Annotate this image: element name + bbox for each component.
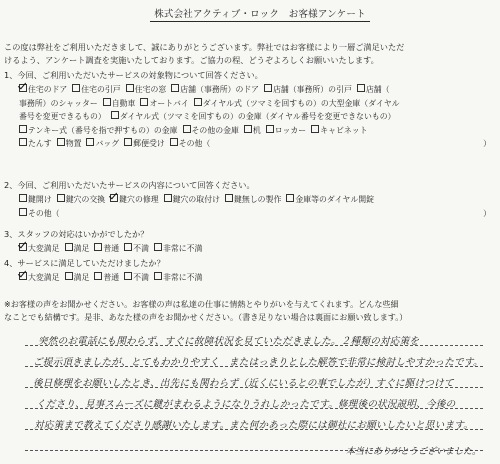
checkbox[interactable]: [225, 194, 233, 202]
checkbox[interactable]: [94, 243, 102, 251]
option-line: [19, 124, 489, 138]
option-line: [19, 83, 489, 97]
checkbox[interactable]: [124, 243, 132, 251]
option-label: 満足: [73, 273, 90, 282]
checkbox[interactable]: [266, 125, 274, 133]
option-label: ロッカー: [274, 125, 307, 135]
checkbox[interactable]: [164, 194, 172, 202]
checkbox[interactable]: [19, 125, 27, 133]
checkbox[interactable]: [171, 84, 179, 92]
handwritten-line: 後日修理をお願いしたとき、出先にも関わらず（近くにいるとの事でしたが）すぐに駆けつけて: [33, 378, 454, 389]
option-label: 住宅の引戸: [81, 85, 121, 94]
checkbox[interactable]: [57, 194, 65, 202]
checkbox-checked[interactable]: [19, 84, 27, 92]
question-4-options: [19, 271, 489, 285]
option-label: 自動車: [111, 98, 136, 108]
intro-text: [4, 41, 494, 67]
checkbox[interactable]: [57, 138, 65, 146]
customer-voice-prompt: [4, 298, 496, 323]
checkbox-checked[interactable]: [19, 272, 27, 280]
checkbox[interactable]: [357, 84, 365, 92]
checkbox-checked[interactable]: [110, 194, 118, 202]
question-4-label: 4、サービスに満足していただけましたか？: [4, 258, 165, 268]
checkbox[interactable]: [170, 138, 178, 146]
checkbox[interactable]: [19, 194, 27, 202]
option-label: ダイヤル式（ツマミを回すもの）の大型金庫（ダイヤル: [202, 98, 400, 108]
option-label: 大変満足: [28, 273, 60, 282]
checkbox[interactable]: [111, 111, 119, 119]
option-label: テンキー式（番号を指で押すもの）の金庫: [28, 125, 178, 135]
option-label: 普通: [103, 244, 120, 253]
checkbox-checked[interactable]: [19, 243, 27, 251]
checkbox[interactable]: [194, 98, 202, 106]
option-label: ダイヤル式（ツマミを回すもの）の金庫（ダイヤル番号を変更できないもの）: [119, 112, 396, 121]
question-2-label: 2、今回、ご利用いただいたサービスの内容について回答ください。: [4, 180, 255, 190]
checkbox[interactable]: [103, 98, 111, 106]
checkbox[interactable]: [126, 84, 134, 92]
option-label: 普通: [103, 273, 120, 282]
survey-title: 株式会社アクティブ・ロック お客様アンケート: [150, 6, 370, 22]
option-line: [19, 110, 489, 124]
question-2-options: [19, 193, 489, 220]
checkbox[interactable]: [65, 272, 73, 280]
option-label: 非常に不満: [162, 244, 203, 253]
checkbox[interactable]: [140, 98, 148, 106]
option-label: その他（: [28, 208, 60, 218]
handwritten-line: くださり、見事スムーズに鍵がまわるようになりうれしかったです。修理後の状況説明、今後の: [36, 399, 456, 410]
option-label: オートバイ: [149, 98, 189, 108]
option-line: [19, 193, 489, 207]
option-label: 鍵穴の取付け: [172, 195, 220, 204]
option-line: [19, 207, 489, 221]
question-1-label: 1、今回、ご利用いただいたサービスの対象物について回答ください。: [4, 70, 263, 80]
intro-line: けるよう、アンケート調査を実施いたしております。ご協力の程、どうぞよろしくお願いいたします。: [4, 55, 379, 65]
handwritten-signoff: 本当にありがとうございました。: [346, 447, 482, 457]
option-label: 事務所）のシャッター: [19, 98, 98, 108]
checkbox[interactable]: [65, 243, 73, 251]
option-label: 不満: [133, 273, 149, 282]
option-label: キャビネット: [320, 125, 368, 135]
checkbox[interactable]: [286, 194, 294, 202]
intro-line: この度は弊社をご利用いただきまして、誠にありがとうございます。弊社ではお客様により一層ご満足いただ: [4, 42, 405, 52]
option-line: [19, 271, 489, 285]
voice-line: なことでも結構です。是非、あなた様の声をお聞かせください。（書き足りない場合は裏面にお願い致します。）: [4, 311, 408, 322]
checkbox[interactable]: [86, 138, 94, 146]
option-label: その他（: [178, 139, 211, 148]
voice-line: ※お客様の声をお聞かせください。お客様の声は私達の仕事に情熱とやりがいを与えてくれます。どんな些細: [4, 299, 399, 309]
option-label: 店舗（事務所）のドア: [180, 85, 259, 94]
option-label: 金庫等のダイヤル開錠: [295, 195, 375, 204]
option-label: 住宅のドア: [28, 85, 68, 94]
checkbox[interactable]: [154, 272, 162, 280]
option-label: 不満: [133, 244, 149, 253]
checkbox[interactable]: [244, 125, 252, 133]
option-label: 物置: [65, 139, 82, 148]
checkbox[interactable]: [19, 138, 27, 146]
checkbox[interactable]: [124, 272, 132, 280]
option-label: 鍵開け: [28, 195, 52, 204]
checkbox[interactable]: [19, 208, 27, 216]
option-label: 郵便受け: [133, 139, 165, 148]
option-label: 鍵穴の修理: [119, 195, 159, 204]
question-1-options: [19, 83, 489, 151]
handwritten-line: 対応策まで教えてくださり感謝いたします。また何かあった際には御社にお願いしたいと思います。: [34, 420, 474, 431]
checkbox[interactable]: [154, 243, 162, 251]
option-label: 非常に不満: [162, 273, 203, 282]
checkbox[interactable]: [124, 138, 132, 146]
other-paren-close: ）: [483, 208, 491, 218]
option-label: 番号を変更できるもの）: [19, 112, 106, 121]
handwritten-line: ご提示頂きましたが、とてもわかりやすく またはっきりとした解答で非常に検討しやすかったです。: [33, 357, 483, 368]
option-label: バッグ: [95, 139, 120, 148]
option-label: 満足: [73, 244, 90, 253]
checkbox[interactable]: [264, 84, 272, 92]
other-paren-close: ）: [483, 139, 491, 148]
option-label: その他の金庫: [191, 125, 239, 135]
option-label: 店舗（: [365, 85, 390, 94]
option-label: 机: [252, 125, 261, 135]
checkbox[interactable]: [183, 125, 191, 133]
option-label: 鍵穴の交換: [65, 195, 106, 204]
handwritten-line: 突然のお電話にも関わらず、すぐに故障状況を見ていただきました。２種類の対応策を: [38, 336, 420, 347]
option-label: 店舗（事務所）の引戸: [272, 85, 352, 94]
option-label: 大変満足: [28, 244, 60, 253]
option-label: 住宅の窓: [134, 85, 167, 94]
option-line: [19, 242, 489, 256]
option-line: [19, 97, 489, 111]
option-label: たんす: [28, 139, 52, 148]
option-label: 鍵無しの製作: [233, 195, 282, 204]
checkbox[interactable]: [311, 125, 319, 133]
question-3-options: [19, 242, 489, 256]
question-3-label: 3、スタッフの対応はいかがでしたか？: [4, 229, 149, 239]
checkbox[interactable]: [72, 84, 80, 92]
option-line: [19, 137, 489, 151]
checkbox[interactable]: [94, 272, 102, 280]
